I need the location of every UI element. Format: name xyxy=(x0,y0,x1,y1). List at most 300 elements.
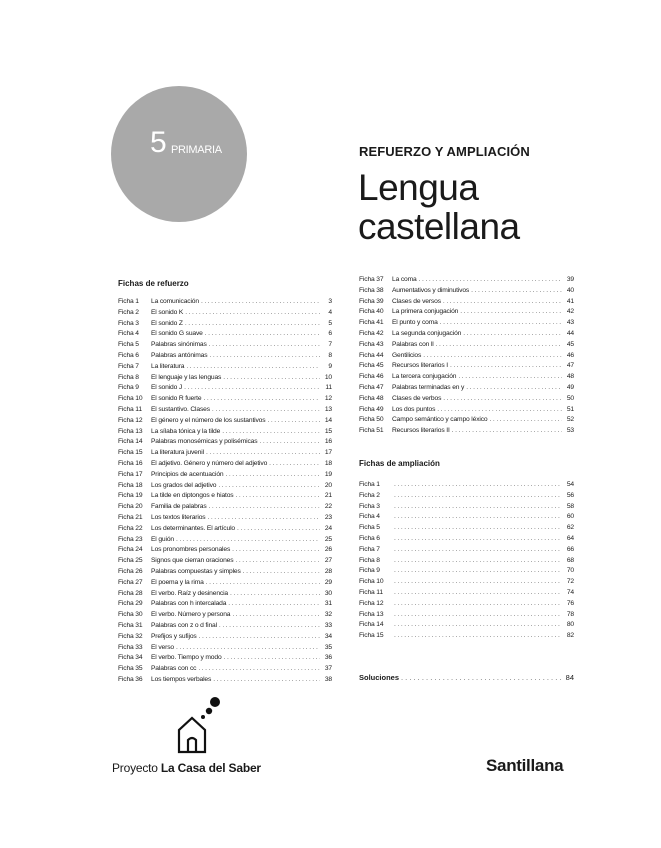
toc-entry xyxy=(118,502,332,513)
toc-entry xyxy=(359,405,574,416)
entry-label: Ficha 31 xyxy=(118,621,143,629)
entry-page: 12 xyxy=(324,395,332,403)
leader-dots xyxy=(185,319,320,330)
house-with-smoke-icon xyxy=(176,696,226,759)
leader-dots xyxy=(458,372,562,383)
entry-label: Ficha 11 xyxy=(118,405,142,413)
entry-page: 72 xyxy=(566,578,574,586)
leader-dots xyxy=(232,545,320,556)
leader-dots xyxy=(185,308,320,319)
toc-entry xyxy=(359,588,574,599)
ampliacion-heading: Fichas de ampliación xyxy=(359,459,440,468)
leader-dots xyxy=(209,351,320,362)
entry-page: 49 xyxy=(566,383,574,391)
entry-label: Ficha 1 xyxy=(359,481,380,488)
toc-entry xyxy=(359,307,574,318)
project-title: La Casa del Saber xyxy=(160,761,261,775)
entry-label: Ficha 37 xyxy=(359,276,384,283)
leader-dots xyxy=(184,383,320,394)
entry-label: Ficha 39 xyxy=(359,297,384,305)
leader-dots xyxy=(460,307,562,318)
toc-entry xyxy=(359,361,574,372)
entry-page: 78 xyxy=(566,610,574,618)
toc-entry xyxy=(359,599,574,610)
entry-page: 27 xyxy=(324,557,332,565)
entry-title: Los dos puntos xyxy=(392,405,436,413)
toc-entry xyxy=(118,459,332,470)
series-title: REFUERZO Y AMPLIACIÓN xyxy=(359,144,530,159)
entry-page: 33 xyxy=(324,621,332,629)
entry-title: El verbo. Raíz y desinencia xyxy=(151,589,228,597)
entry-page: 47 xyxy=(566,362,574,370)
toc-entry xyxy=(359,275,574,286)
entry-title: La primera conjugación xyxy=(392,308,459,316)
entry-title: Recursos literarios II xyxy=(392,427,450,435)
entry-page: 13 xyxy=(324,405,332,413)
entry-page: 76 xyxy=(566,599,574,607)
entry-page: 56 xyxy=(566,491,574,499)
leader-dots xyxy=(199,632,320,643)
toc-entry xyxy=(359,329,574,340)
entry-title: Palabras terminadas en y xyxy=(392,383,465,391)
entry-label: Ficha 13 xyxy=(359,610,384,618)
entry-page: 53 xyxy=(566,427,574,435)
entry-page: 6 xyxy=(328,330,332,338)
leader-dots xyxy=(450,361,562,372)
entry-title: Signos que cierran oraciones xyxy=(151,557,234,565)
entry-page: 43 xyxy=(566,319,574,327)
entry-label: Ficha 2 xyxy=(118,308,139,316)
entry-page: 21 xyxy=(324,492,332,500)
entry-title: Palabras con ll xyxy=(392,340,434,348)
entry-page: 24 xyxy=(324,524,332,532)
leader-dots xyxy=(394,631,562,642)
entry-page: 25 xyxy=(324,535,332,543)
entry-title: La tercera conjugación xyxy=(392,373,457,381)
leader-dots xyxy=(471,286,562,297)
leader-dots xyxy=(259,437,320,448)
entry-page: 48 xyxy=(566,373,574,381)
entry-label: Ficha 40 xyxy=(359,308,384,316)
grade-number: 5 xyxy=(150,126,167,159)
entry-label: Ficha 4 xyxy=(118,330,139,338)
leader-dots xyxy=(394,523,562,534)
toc-entry xyxy=(118,567,332,578)
toc-entry xyxy=(118,362,332,373)
entry-title: El género y el número de los sustantivos xyxy=(151,416,266,424)
toc-entry xyxy=(118,416,332,427)
entry-page: 34 xyxy=(324,632,332,640)
entry-title: Palabras con z o d final xyxy=(151,621,217,629)
entry-page: 36 xyxy=(324,654,332,662)
toc-entry xyxy=(118,351,332,362)
entry-title: El punto y coma xyxy=(392,319,438,327)
entry-label: Ficha 26 xyxy=(118,567,143,575)
entry-title: El sonido K xyxy=(151,308,184,316)
leader-dots xyxy=(236,491,320,502)
toc-entry xyxy=(118,427,332,438)
toc-entry xyxy=(359,631,574,642)
leader-dots xyxy=(218,481,320,492)
entry-page: 14 xyxy=(324,416,332,424)
soluciones-label: Soluciones xyxy=(359,673,400,682)
book-title-line1: Lengua xyxy=(358,167,479,208)
toc-entry xyxy=(359,383,574,394)
toc-entry xyxy=(359,534,574,545)
leader-dots xyxy=(401,673,562,682)
leader-dots xyxy=(394,599,562,610)
entry-label: Ficha 47 xyxy=(359,383,384,391)
toc-entry xyxy=(359,566,574,577)
leader-dots xyxy=(466,383,562,394)
leader-dots xyxy=(394,556,562,567)
leader-dots xyxy=(230,589,320,600)
entry-page: 51 xyxy=(566,405,574,413)
entry-label: Ficha 12 xyxy=(118,416,143,424)
entry-label: Ficha 41 xyxy=(359,319,384,327)
refuerzo-heading: Fichas de refuerzo xyxy=(118,279,189,288)
leader-dots xyxy=(205,329,320,340)
leader-dots xyxy=(423,351,562,362)
entry-label: Ficha 50 xyxy=(359,416,384,424)
entry-page: 26 xyxy=(324,546,332,554)
leader-dots xyxy=(203,394,320,405)
entry-title: El verso xyxy=(151,643,174,651)
toc-entry xyxy=(359,577,574,588)
entry-title: Prefijos y sufijos xyxy=(151,632,197,640)
entry-label: Ficha 48 xyxy=(359,394,384,402)
toc-entry xyxy=(359,415,574,426)
toc-entry xyxy=(118,297,332,308)
leader-dots xyxy=(186,362,320,373)
leader-dots xyxy=(489,415,562,426)
entry-title: Palabras con h intercalada xyxy=(151,600,227,608)
entry-page: 66 xyxy=(566,545,574,553)
entry-label: Ficha 33 xyxy=(118,643,143,651)
leader-dots xyxy=(443,394,562,405)
entry-title: Los tiempos verbales xyxy=(151,675,212,683)
entry-title: Gentilicios xyxy=(392,351,422,359)
toc-entry xyxy=(359,394,574,405)
entry-label: Ficha 3 xyxy=(118,319,139,327)
leader-dots xyxy=(222,427,320,438)
toc-entry xyxy=(118,437,332,448)
entry-title: El adjetivo. Género y número del adjetivo xyxy=(151,459,268,467)
toc-entry xyxy=(359,426,574,437)
leader-dots xyxy=(176,535,320,546)
entry-page: 52 xyxy=(566,416,574,424)
entry-label: Ficha 5 xyxy=(359,524,380,532)
toc-entry xyxy=(118,621,332,632)
entry-title: La literatura juvenil xyxy=(151,449,204,457)
entry-page: 3 xyxy=(328,298,332,305)
entry-label: Ficha 5 xyxy=(118,341,139,349)
refuerzo-list-continued xyxy=(359,275,574,437)
entry-title: El lenguaje y las lenguas xyxy=(151,373,222,381)
toc-entry xyxy=(359,556,574,567)
entry-title: Palabras monosémicas y polisémicas xyxy=(151,438,258,446)
entry-page: 50 xyxy=(566,394,574,402)
toc-entry xyxy=(118,373,332,384)
leader-dots xyxy=(209,340,320,351)
entry-page: 11 xyxy=(325,384,332,392)
entry-label: Ficha 38 xyxy=(359,286,384,294)
entry-title: Los determinantes. El artículo xyxy=(151,524,235,532)
toc-entry xyxy=(118,470,332,481)
entry-title: Palabras compuestas y simples xyxy=(151,567,241,575)
entry-page: 18 xyxy=(324,459,332,467)
entry-title: Clases de verbos xyxy=(392,394,442,402)
entry-page: 46 xyxy=(566,351,574,359)
toc-entry xyxy=(118,394,332,405)
entry-page: 80 xyxy=(566,621,574,629)
toc-entry xyxy=(118,664,332,675)
toc-entry xyxy=(118,653,332,664)
entry-label: Ficha 6 xyxy=(359,534,380,542)
entry-page: 41 xyxy=(566,297,574,305)
entry-title: Palabras antónimas xyxy=(151,351,208,359)
entry-title: Campo semántico y campo léxico xyxy=(392,416,488,424)
entry-page: 23 xyxy=(324,513,332,521)
entry-label: Ficha 27 xyxy=(118,578,143,586)
toc-entry xyxy=(118,513,332,524)
entry-label: Ficha 9 xyxy=(359,567,380,575)
toc-entry xyxy=(359,372,574,383)
toc-entry xyxy=(359,351,574,362)
entry-title: Familia de palabras xyxy=(151,503,207,511)
toc-entry xyxy=(359,523,574,534)
leader-dots xyxy=(394,577,562,588)
soluciones-entry xyxy=(359,673,574,682)
entry-label: Ficha 44 xyxy=(359,351,384,359)
leader-dots xyxy=(206,448,320,459)
leader-dots xyxy=(176,643,320,654)
grade-label: PRIMARIA xyxy=(171,144,222,156)
entry-label: Ficha 20 xyxy=(118,503,143,511)
toc-entry xyxy=(118,491,332,502)
toc-entry xyxy=(118,632,332,643)
entry-label: Ficha 8 xyxy=(359,556,380,564)
toc-entry xyxy=(118,319,332,330)
entry-title: El sustantivo. Clases xyxy=(151,405,210,413)
grade-badge xyxy=(111,86,247,222)
toc-entry xyxy=(118,524,332,535)
leader-dots xyxy=(437,405,562,416)
entry-label: Ficha 29 xyxy=(118,600,143,608)
leader-dots xyxy=(394,502,562,513)
toc-entry xyxy=(359,502,574,513)
entry-label: Ficha 2 xyxy=(359,491,380,499)
toc-entry xyxy=(118,308,332,319)
toc-entry xyxy=(359,286,574,297)
leader-dots xyxy=(225,470,320,481)
entry-page: 60 xyxy=(566,513,574,521)
toc-entry xyxy=(118,329,332,340)
entry-label: Ficha 7 xyxy=(118,362,139,370)
toc-entry xyxy=(359,545,574,556)
leader-dots xyxy=(436,340,562,351)
entry-page: 8 xyxy=(328,351,332,359)
leader-dots xyxy=(394,534,562,545)
leader-dots xyxy=(206,578,320,589)
toc-entry xyxy=(118,383,332,394)
entry-title: El sonido G suave xyxy=(151,330,203,338)
entry-label: Ficha 13 xyxy=(118,427,143,435)
entry-page: 74 xyxy=(566,588,574,596)
entry-label: Ficha 24 xyxy=(118,546,143,554)
toc-entry xyxy=(359,620,574,631)
entry-label: Ficha 22 xyxy=(118,524,143,532)
entry-page: 20 xyxy=(324,481,332,489)
toc-entry xyxy=(359,512,574,523)
entry-label: Ficha 46 xyxy=(359,373,384,381)
entry-label: Ficha 15 xyxy=(359,632,384,640)
entry-title: El verbo. Tiempo y modo xyxy=(151,654,222,662)
entry-label: Ficha 49 xyxy=(359,405,384,413)
leader-dots xyxy=(213,675,320,686)
entry-label: Ficha 35 xyxy=(118,665,143,673)
publisher-logo: Santillana xyxy=(486,756,564,775)
toc-entry xyxy=(118,340,332,351)
entry-page: 40 xyxy=(566,286,574,294)
leader-dots xyxy=(463,329,562,340)
entry-title: El sonido R fuerte xyxy=(151,395,202,403)
entry-page: 28 xyxy=(324,567,332,575)
entry-page: 32 xyxy=(324,611,332,619)
entry-page: 30 xyxy=(324,589,332,597)
entry-page: 68 xyxy=(566,556,574,564)
entry-title: Recursos literarios I xyxy=(392,362,448,370)
leader-dots xyxy=(394,610,562,621)
entry-label: Ficha 16 xyxy=(118,459,143,467)
entry-title: La literatura xyxy=(151,362,185,370)
entry-label: Ficha 28 xyxy=(118,589,143,597)
toc-entry xyxy=(118,405,332,416)
toc-entry xyxy=(118,589,332,600)
leader-dots xyxy=(269,459,320,470)
leader-dots xyxy=(243,567,320,578)
toc-entry xyxy=(359,480,574,491)
entry-page: 16 xyxy=(324,438,332,446)
project-name xyxy=(112,761,261,775)
entry-label: Ficha 10 xyxy=(359,578,384,586)
leader-dots xyxy=(394,480,562,491)
toc-entry xyxy=(118,675,332,686)
leader-dots xyxy=(394,491,562,502)
entry-page: 44 xyxy=(566,329,574,337)
leader-dots xyxy=(443,297,562,308)
refuerzo-list xyxy=(118,297,332,686)
leader-dots xyxy=(452,426,562,437)
leader-dots xyxy=(394,545,562,556)
toc-entry xyxy=(118,448,332,459)
toc-entry xyxy=(118,545,332,556)
entry-label: Ficha 51 xyxy=(359,427,384,435)
entry-label: Ficha 10 xyxy=(118,395,143,403)
entry-page: 9 xyxy=(328,362,332,370)
entry-label: Ficha 11 xyxy=(359,588,383,596)
entry-page: 58 xyxy=(566,502,574,510)
entry-title: Palabras sinónimas xyxy=(151,341,207,349)
entry-label: Ficha 18 xyxy=(118,481,143,489)
toc-entry xyxy=(118,643,332,654)
leader-dots xyxy=(419,275,562,286)
entry-page: 15 xyxy=(324,427,332,435)
entry-page: 35 xyxy=(324,643,332,651)
leader-dots xyxy=(209,502,320,513)
toc-entry xyxy=(359,491,574,502)
entry-page: 54 xyxy=(566,481,574,488)
entry-label: Ficha 45 xyxy=(359,362,384,370)
entry-page: 4 xyxy=(328,308,332,316)
entry-title: Los textos literarios xyxy=(151,513,206,521)
book-title-line2: castellana xyxy=(358,206,520,247)
entry-page: 70 xyxy=(566,567,574,575)
toc-entry xyxy=(118,535,332,546)
entry-label: Ficha 17 xyxy=(118,470,143,478)
entry-page: 31 xyxy=(324,600,332,608)
entry-label: Ficha 34 xyxy=(118,654,143,662)
leader-dots xyxy=(232,610,320,621)
entry-page: 37 xyxy=(324,665,332,673)
entry-page: 39 xyxy=(566,276,574,283)
entry-label: Ficha 15 xyxy=(118,449,143,457)
entry-title: El sonido Z xyxy=(151,319,183,327)
entry-label: Ficha 23 xyxy=(118,535,143,543)
entry-title: El verbo. Número y persona xyxy=(151,611,231,619)
leader-dots xyxy=(267,416,320,427)
entry-label: Ficha 25 xyxy=(118,557,143,565)
toc-entry xyxy=(118,556,332,567)
entry-label: Ficha 43 xyxy=(359,340,384,348)
entry-page: 22 xyxy=(324,503,332,511)
toc-entry xyxy=(359,610,574,621)
entry-label: Ficha 12 xyxy=(359,599,384,607)
entry-label: Ficha 9 xyxy=(118,384,139,392)
entry-label: Ficha 30 xyxy=(118,611,143,619)
book-title xyxy=(358,168,520,246)
entry-page: 7 xyxy=(328,341,332,349)
entry-page: 5 xyxy=(328,319,332,327)
toc-entry xyxy=(118,481,332,492)
toc-entry xyxy=(359,318,574,329)
leader-dots xyxy=(394,512,562,523)
leader-dots xyxy=(207,513,320,524)
entry-page: 62 xyxy=(566,524,574,532)
toc-entry xyxy=(359,297,574,308)
entry-page: 19 xyxy=(324,470,332,478)
entry-title: El poema y la rima xyxy=(151,578,204,586)
project-prefix: Proyecto xyxy=(112,761,158,775)
entry-page: 64 xyxy=(566,534,574,542)
entry-page: 17 xyxy=(324,449,332,457)
entry-page: 10 xyxy=(324,373,332,381)
entry-page: 29 xyxy=(324,578,332,586)
entry-title: Principios de acentuación xyxy=(151,470,224,478)
entry-title: La sílaba tónica y la tilde xyxy=(151,427,221,435)
soluciones-page: 84 xyxy=(565,673,574,682)
leader-dots xyxy=(201,297,320,308)
entry-title: Los grados del adjetivo xyxy=(151,481,217,489)
entry-page: 82 xyxy=(566,632,574,640)
leader-dots xyxy=(228,599,320,610)
entry-title: La coma xyxy=(392,276,417,283)
toc-entry xyxy=(118,610,332,621)
entry-label: Ficha 3 xyxy=(359,502,380,510)
entry-label: Ficha 7 xyxy=(359,545,380,553)
leader-dots xyxy=(394,588,562,599)
entry-title: La comunicación xyxy=(151,298,199,305)
